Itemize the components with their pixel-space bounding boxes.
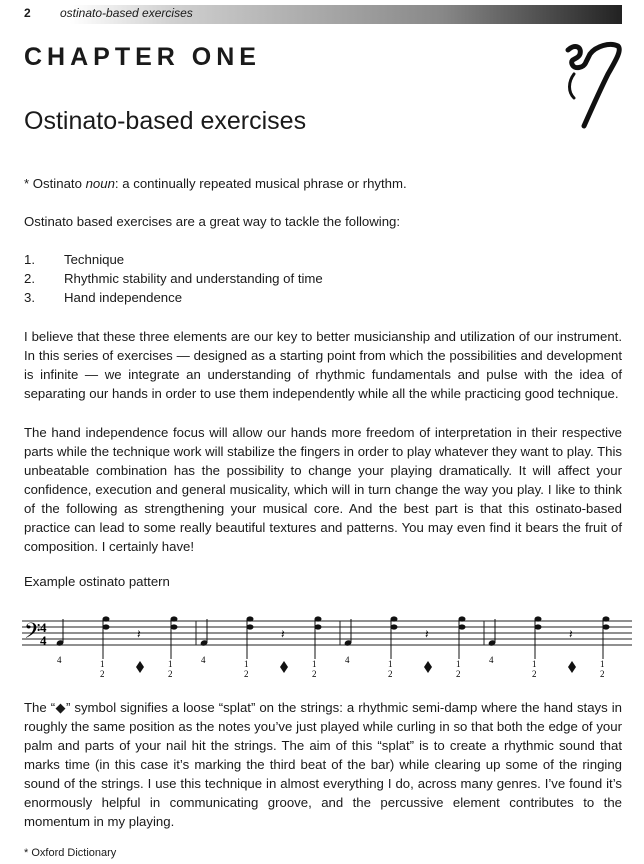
splat-paragraph: The “◆” symbol signifies a loose “splat” on the strings: a rhythmic semi-damp where the hand stays in roughly the same position as the notes you’ve just played while curling in so that both the edge of your palm and parts of your nail hit the strings. The aim of this “splat” is to create a rhythmic sound that marks time (in this case it’s marking the third beat of the bar) while clearing up some of the ringing sound of the strings. I use this technique in almost everything I do, across many genres. I’ve found it’s enormously helpful in communicating groove, and the percussive element contributes to the momentum in my playing.	[24, 700, 622, 829]
list-text: Hand independence	[64, 290, 183, 305]
bass-clef-icon: 𝄢	[24, 619, 41, 648]
time-signature-bottom: 4	[40, 633, 47, 648]
fingering-number: 4	[57, 655, 62, 665]
definition	[24, 174, 622, 193]
footnote: * Oxford Dictionary	[24, 847, 117, 859]
fingering-number: 1	[312, 659, 317, 669]
list-item	[24, 269, 323, 288]
fingering-number: 1	[388, 659, 393, 669]
list-number: 1.	[24, 252, 35, 267]
note-head	[603, 624, 610, 629]
quarter-rest-icon: 𝄽	[569, 627, 573, 641]
note-head	[315, 624, 322, 629]
note-head	[603, 616, 610, 621]
paragraph: The hand independence focus will allow our hands more freedom of interpretation in their respective parts while the technique work will stabilize the fingers in order to play whatever they want to play. This unbeatable combination has the possibility to change your playing dramatically. It will affect your confidence, execution and general musicality, which will in turn change the way you play. I like to think of the following as strengthening your musical core. And the best part is that this ostinato-based practice can lead to some really beautiful textures and patterns. You may even find it bears the fruit of composition. I certainly have!	[24, 425, 622, 554]
fingering-number: 1	[100, 659, 105, 669]
fingering-number: 2	[456, 669, 461, 679]
fingering-number: 1	[600, 659, 605, 669]
definition-text: : a continually repeated musical phrase or rhythm.	[114, 176, 407, 191]
fingering-number: 2	[388, 669, 393, 679]
quarter-rest-icon: 𝄽	[137, 627, 141, 641]
note-head	[103, 616, 110, 621]
note-head	[247, 624, 254, 629]
fingering-number: 4	[489, 655, 494, 665]
splat-diamond-icon	[280, 661, 288, 673]
note-head	[103, 624, 110, 629]
fingering-number: 2	[168, 669, 173, 679]
fingering-number: 2	[244, 669, 249, 679]
fingering-number: 1	[532, 659, 537, 669]
list-item	[24, 250, 323, 269]
note-head	[171, 616, 178, 621]
chapter-label: CHAPTER ONE	[24, 43, 261, 71]
fingering-number: 2	[312, 669, 317, 679]
splat-diamond-icon	[136, 661, 144, 673]
chapter-calligraphy-logo	[560, 40, 626, 132]
definition-pos: noun	[85, 176, 115, 191]
fingering-number: 2	[100, 669, 105, 679]
example-label: Example ostinato pattern	[24, 574, 170, 589]
note-head	[535, 624, 542, 629]
page-title: Ostinato-based exercises	[24, 107, 307, 135]
list-item	[24, 288, 323, 307]
fingering-number: 2	[600, 669, 605, 679]
fingering-number: 1	[244, 659, 249, 669]
note-head	[391, 616, 398, 621]
note-head	[535, 616, 542, 621]
note-head	[391, 624, 398, 629]
fingering-number: 1	[456, 659, 461, 669]
running-title: ostinato-based exercises	[60, 6, 193, 20]
fingering-number: 1	[168, 659, 173, 669]
fingering-number: 4	[345, 655, 350, 665]
fingering-number: 2	[532, 669, 537, 679]
page-number: 2	[24, 6, 31, 20]
note-head	[171, 624, 178, 629]
note-head	[459, 616, 466, 621]
list-text: Rhythmic stability and understanding of time	[64, 271, 323, 286]
list-text: Technique	[64, 252, 125, 267]
definition-term: * Ostinato	[24, 176, 86, 191]
intro-text: Ostinato based exercises are a great way to tackle the following:	[24, 214, 401, 229]
note-head	[247, 616, 254, 621]
paragraph: I believe that these three elements are our key to better musicianship and utilization of our instrument. In this series of exercises — designed as a starting point from which the possibilities and development is infinite — we integrate an understanding of rhythmic fundamentals and pulse with the idea of separating our hands in order to use them independently while all the while practicing good technique.	[24, 329, 622, 401]
time-signature-top: 4	[40, 620, 47, 635]
splat-diamond-icon	[568, 661, 576, 673]
note-head	[315, 616, 322, 621]
fingering-number: 4	[201, 655, 206, 665]
numbered-list	[24, 250, 323, 307]
quarter-rest-icon: 𝄽	[425, 627, 429, 641]
music-notation-staff	[0, 605, 644, 680]
note-head	[459, 624, 466, 629]
list-number: 3.	[24, 290, 35, 305]
quarter-rest-icon: 𝄽	[281, 627, 285, 641]
splat-diamond-icon	[424, 661, 432, 673]
list-number: 2.	[24, 271, 35, 286]
